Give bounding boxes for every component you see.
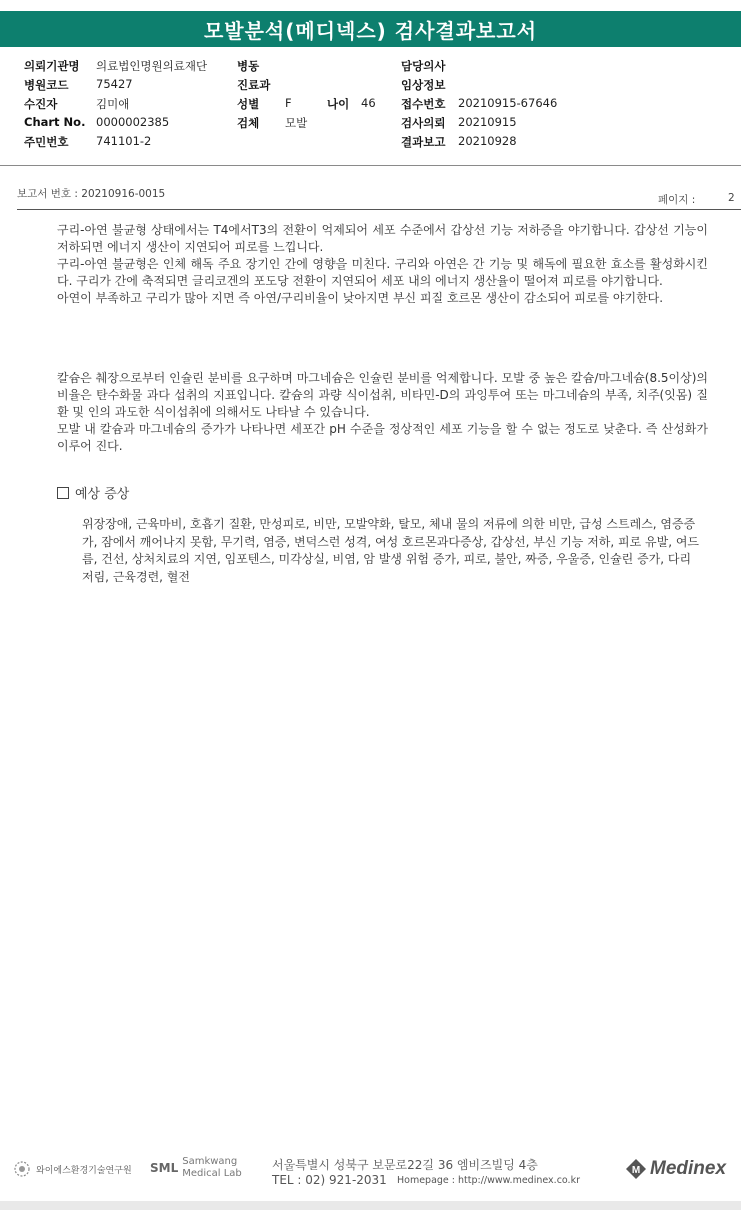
org1-name: 와이에스환경기술연구원 — [36, 1165, 132, 1176]
field-value: 모발 — [285, 116, 308, 130]
field-value: 741101-2 — [96, 134, 152, 148]
paragraph: 칼슘은 췌장으로부터 인슐린 분비를 요구하며 마그네슘은 인슐린 분비를 억제합니다. 모발 중 높은 칼슘/마그네슘(8.5이상)의 비율은 탄수화물 과다 섭취의 지표입니다. 칼슘의 과량 식이섭취, 비타민-D의 과잉투여 또는 마그네슘의 부족, 치주(잇몸) 질환 및 인의 과도한 식이섭취에 의해서도 나타날 수 있습니다. — [57, 371, 708, 419]
field-label: 의뢰기관명 — [24, 59, 80, 73]
field-label: 결과보고 — [401, 135, 446, 149]
report-number: 보고서 번호 : 20210916-0015 — [17, 188, 166, 200]
field-value: 46 — [361, 96, 376, 110]
field-label: 병원코드 — [24, 78, 69, 92]
field-label: 진료과 — [237, 78, 271, 92]
field-value: 김미애 — [96, 97, 130, 111]
report-divider — [17, 209, 741, 210]
field-value: 20210928 — [458, 134, 517, 148]
body-text-block-1 — [57, 222, 708, 307]
field-label: 검체 — [237, 116, 260, 130]
field-label: Chart No. — [24, 115, 86, 129]
field-label: 검사의뢰 — [401, 116, 446, 130]
field-value: 20210915 — [458, 115, 517, 129]
field-label: 나이 — [327, 97, 350, 111]
report-title: 모발분석(메디넥스) 검사결과보고서 — [0, 11, 741, 47]
symptoms-list: 위장장애, 근육마비, 호흡기 질환, 만성피로, 비만, 모발약화, 탈모, 체내 물의 저류에 의한 비만, 급성 스트레스, 염증증가, 잠에서 깨어나지 못함, 무기력, 염증, 변덕스런 성격, 여성 호르몬과다증상, 갑상선, 부신 기능 저하, 피로 유발, 여드름, 건선, 상처치료의 지연, 임포텐스, 미각상실, 비염, 암 발생 위험 증가, 피로, 불안, 짜증, 우울증, 인슐린 증가, 다리 저림, 근육경련, 혈전 — [82, 517, 700, 584]
checkbox-icon — [57, 487, 69, 499]
field-value: F — [285, 96, 292, 110]
paragraph: 구리-아연 불균형은 인체 해독 주요 장기인 간에 영향을 미친다. 구리와 아연은 간 기능 및 해독에 필요한 효소를 활성화시킨다. 구리가 간에 축적되면 글리코겐의 포도당 전환이 지연되어 세포 내의 에너지 생산율이 떨어져 피로를 야기합니다. — [57, 257, 708, 288]
address: 서울특별시 성북구 보문로22길 36 엠비즈빌딩 4층 — [272, 1158, 538, 1172]
svg-text:M: M — [631, 1165, 641, 1176]
field-value: 20210915-67646 — [458, 96, 558, 110]
ys-logo-icon — [12, 1160, 32, 1178]
footer — [0, 1140, 741, 1200]
field-label: 임상정보 — [401, 78, 446, 92]
field-label: 성별 — [237, 97, 260, 111]
field-label: 담당의사 — [401, 59, 446, 73]
org2-name — [182, 1156, 242, 1180]
brand-name: Medinex — [650, 1158, 727, 1179]
bottom-strip — [0, 1201, 741, 1210]
field-label: 주민번호 — [24, 135, 69, 149]
org1-logo — [12, 1160, 132, 1178]
medinex-logo-icon — [625, 1158, 647, 1180]
field-label: 접수번호 — [401, 97, 446, 111]
header-row — [24, 58, 80, 74]
page-label: 페이지 : — [658, 194, 696, 206]
field-value: 75427 — [96, 77, 133, 91]
org2-line1: Samkwang — [182, 1156, 238, 1167]
homepage: Homepage : http://www.medinex.co.kr — [397, 1175, 580, 1186]
medinex-logo — [625, 1158, 726, 1180]
field-label: 수진자 — [24, 97, 58, 111]
page-number: 2 — [728, 192, 735, 204]
section-heading — [57, 483, 129, 502]
org2-logo — [150, 1156, 242, 1180]
section-title: 예상 증상 — [75, 487, 130, 502]
paragraph: 모발 내 칼슘과 마그네슘의 증가가 나타나면 세포간 pH 수준을 정상적인 세포 기능을 할 수 없는 정도로 낮춘다. 즉 산성화가 이루어 진다. — [57, 422, 708, 453]
paragraph: 구리-아연 불균형 상태에서는 T4에서T3의 전환이 억제되어 세포 수준에서 갑상선 기능 저하증을 야기합니다. 갑상선 기능이 저하되면 에너지 생산이 지연되어 피로를 느낍니다. — [57, 223, 708, 254]
field-label: 병동 — [237, 59, 260, 73]
sml-logo-icon: SML — [150, 1161, 179, 1175]
field-value: 의료법인명원의료재단 — [96, 59, 208, 73]
paragraph: 아연이 부족하고 구리가 많아 지면 즉 아연/구리비율이 낮아지면 부신 피질 호르몬 생산이 감소되어 피로를 야기한다. — [57, 291, 664, 305]
body-text-block-2 — [57, 370, 708, 455]
org2-line2: Medical Lab — [182, 1168, 242, 1179]
header-divider — [0, 165, 741, 166]
field-value: 0000002385 — [96, 115, 170, 129]
telephone: TEL : 02) 921-2031 — [272, 1173, 387, 1187]
